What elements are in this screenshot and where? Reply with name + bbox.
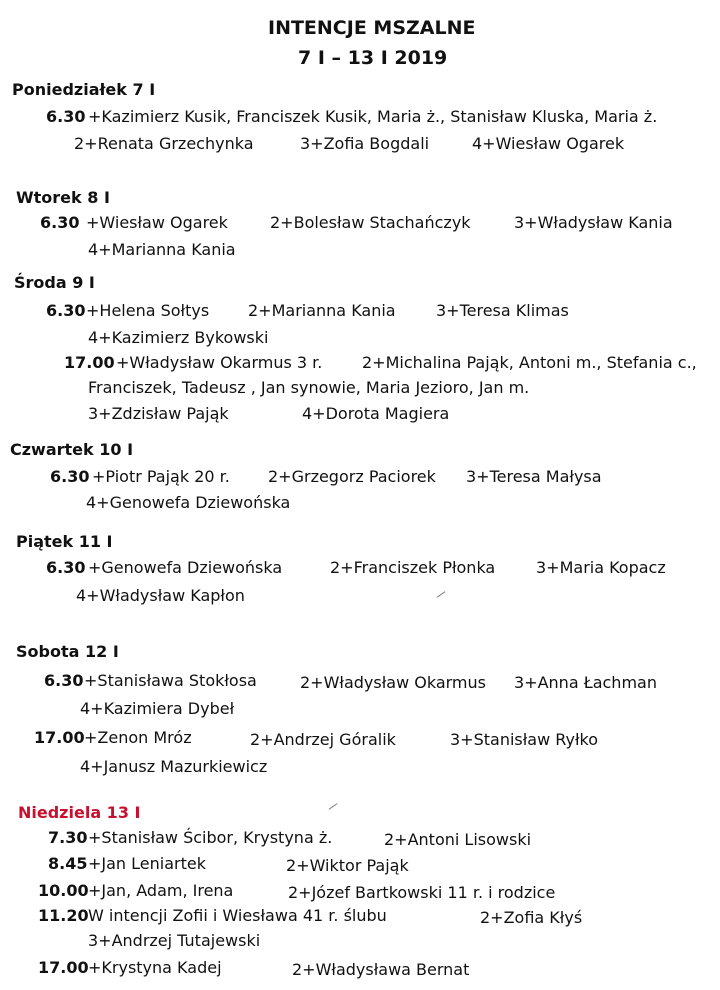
intention: 2+Władysława Bernat [292,960,470,979]
intention: 2+Andrzej Góralik [250,730,396,749]
intention: 4+Kazimierz Bykowski [88,328,269,347]
intention: 2+Franciszek Płonka [330,558,496,577]
intention: +Władysław Okarmus 3 r. [116,353,323,372]
mass-hour: 11.20 [38,906,89,925]
scan-mark [329,803,338,810]
mass-hour: 17.00 [64,353,115,372]
mass-hour: 10.00 [38,881,89,900]
mass-hour: 6.30 [44,671,84,690]
mass-hour: 6.30 [46,301,86,320]
intention: Franciszek, Tadeusz , Jan synowie, Maria Jezioro, Jan m. [88,378,530,397]
intention: 4+Wiesław Ogarek [472,134,625,153]
mass-hour: 8.45 [48,854,88,873]
day-heading-tuesday: Wtorek 8 I [16,188,110,207]
intention: 2+Władysław Okarmus [300,673,486,692]
intention: 3+Władysław Kania [514,213,673,232]
intention: W intencji Zofii i Wiesława 41 r. ślubu [88,906,387,925]
day-heading-sunday: Niedziela 13 I [18,803,141,822]
intention: +Piotr Pająk 20 r. [92,467,230,486]
intention: 4+Kazimiera Dybeł [80,699,235,718]
intention: 2+Wiktor Pająk [286,856,409,875]
intention: +Jan, Adam, Irena [88,881,234,900]
mass-hour: 6.30 [46,107,86,126]
intention: 3+Stanisław Ryłko [450,730,599,749]
intention: 3+Zdzisław Pająk [88,404,229,423]
intention: +Genowefa Dziewońska [88,558,283,577]
intention: 3+Maria Kopacz [536,558,666,577]
mass-hour: 6.30 [40,213,80,232]
intention: 4+Władysław Kapłon [76,586,245,605]
intention: +Wiesław Ogarek [86,213,228,232]
intention: 3+Zofia Bogdali [300,134,430,153]
day-heading-thursday: Czwartek 10 I [10,440,134,459]
intention: 4+Marianna Kania [88,240,236,259]
day-heading-monday: Poniedziałek 7 I [12,80,156,99]
intention: 4+Janusz Mazurkiewicz [80,757,268,776]
intention: +Jan Leniartek [88,854,206,873]
intention: 2+Antoni Lisowski [384,830,532,849]
mass-hour: 17.00 [38,958,89,977]
intention: +Zenon Mróz [84,728,192,747]
intention: 2+Michalina Pająk, Antoni m., Stefania c., [362,353,697,372]
intention: 2+Józef Bartkowski 11 r. i rodzice [288,883,556,902]
date-range: 7 I – 13 I 2019 [298,47,448,69]
mass-hour: 6.30 [50,467,90,486]
mass-hour: 17.00 [34,728,85,747]
day-heading-saturday: Sobota 12 I [16,642,119,661]
scan-mark [437,591,446,598]
intention: 4+Dorota Magiera [302,404,450,423]
day-heading-wednesday: Środa 9 I [14,273,95,292]
intention: 2+Grzegorz Paciorek [268,467,436,486]
mass-hour: 6.30 [46,558,86,577]
page-title: INTENCJE MSZALNE [268,17,476,39]
intention: +Krystyna Kadej [88,958,222,977]
mass-hour: 7.30 [48,828,88,847]
intention: +Kazimierz Kusik, Franciszek Kusik, Maria ż., Stanisław Kluska, Maria ż. [88,107,658,126]
intention: 2+Marianna Kania [248,301,396,320]
intention: +Stanisław Ścibor, Krystyna ż. [88,828,333,847]
intention: 3+Andrzej Tutajewski [88,931,261,950]
intention: 2+Bolesław Stachańczyk [270,213,471,232]
intention: 2+Zofia Kłyś [480,908,583,927]
day-heading-friday: Piątek 11 I [16,532,113,551]
intention: +Helena Sołtys [86,301,210,320]
intention: 3+Teresa Małysa [466,467,602,486]
intention: 4+Genowefa Dziewońska [86,493,291,512]
intention: 3+Anna Łachman [514,673,657,692]
intention: 3+Teresa Klimas [436,301,569,320]
intention: 2+Renata Grzechynka [74,134,254,153]
intention: +Stanisława Stokłosa [84,671,257,690]
